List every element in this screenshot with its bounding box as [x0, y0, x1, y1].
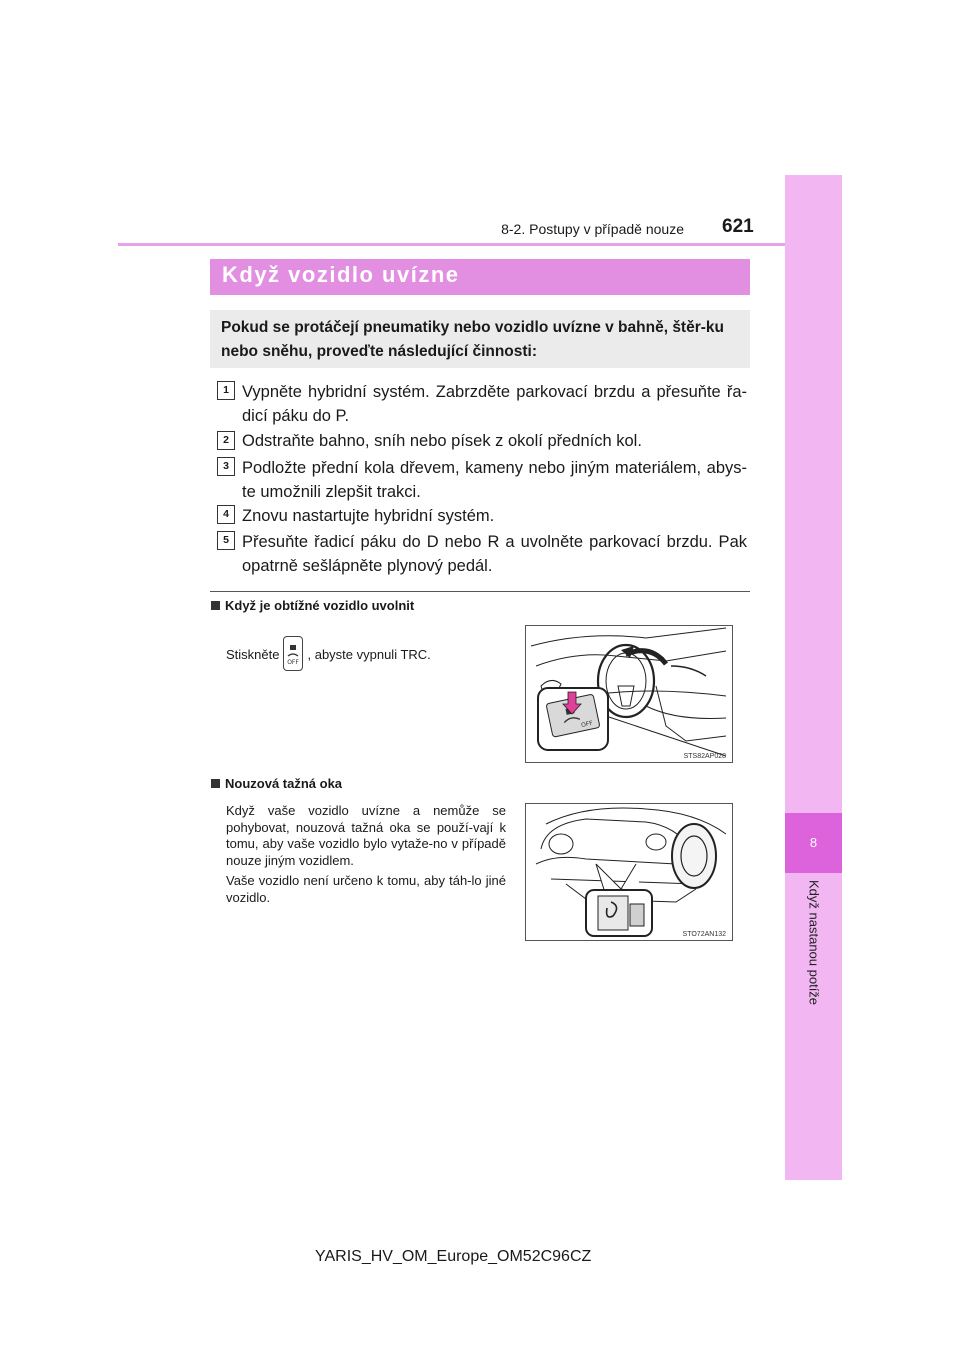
tow-text-note: Vaše vozidlo není určeno k tomu, aby táh-lo jiné vozidlo. [226, 873, 506, 905]
step-text: Vypněte hybridní systém. Zabrzděte parkovací brzdu a přesuňte řa-dicí páku do P. [242, 383, 747, 425]
chapter-title: Když nastanou potíže [806, 880, 822, 1006]
dashboard-illustration [526, 626, 732, 762]
subheading-release-text: Když je obtížné vozidlo uvolnit [225, 598, 415, 613]
intro-text: Pokud se protáčejí pneumatiky nebo vozidlo uvízne v bahně, štěr-ku nebo sněhu, proveďte následující činnosti: [221, 319, 725, 360]
subheading-tow-text: Nouzová tažná oka [225, 776, 343, 791]
bullet-square-icon [211, 601, 220, 610]
step-text: Podložte přední kola dřevem, kameny nebo jiným materiálem, abys-te umožnili zlepšit trakci. [242, 459, 747, 501]
subheading-tow [211, 776, 342, 791]
step-number: 3 [217, 457, 235, 476]
page-number: 621 [722, 216, 754, 237]
header-rule [118, 243, 785, 246]
release-instruction [226, 638, 506, 673]
chapter-number: 8 [809, 835, 818, 850]
step-number: 2 [217, 431, 235, 450]
figure-code-tow: STO72AN132 [682, 931, 726, 938]
bullet-square-icon [211, 779, 220, 788]
tow-hook-illustration [526, 804, 732, 940]
figure-tow-hook [525, 803, 733, 941]
section-label: 8-2. Postupy v případě nouze [501, 221, 684, 237]
page-title: Když vozidlo uvízne [222, 262, 460, 287]
release-text-before: Stiskněte [226, 646, 280, 662]
release-text-after: , abyste vypnuli TRC. [307, 646, 431, 662]
tow-text: Když vaše vozidlo uvízne a nemůže se pohybovat, nouzová tažná oka se použí-vají k tomu, aby vaše vozidlo bylo vytaže-no v případě nouze jiným vozidlem. [226, 803, 506, 868]
step-number: 4 [217, 505, 235, 524]
step-text: Odstraňte bahno, sníh nebo písek z okolí předních kol. [242, 432, 642, 450]
step-number: 1 [217, 381, 235, 400]
svg-text:OFF: OFF [580, 719, 594, 730]
step-number: 5 [217, 531, 235, 550]
trc-off-button-icon [283, 636, 303, 671]
section-divider [210, 591, 750, 592]
figure-code-release: STS82AP028 [683, 753, 726, 760]
step-text: Přesuňte řadicí páku do D nebo R a uvolněte parkovací brzdu. Pak opatrně sešlápněte plynový pedál. [242, 533, 747, 575]
svg-text:OFF: OFF [287, 659, 300, 666]
document-code: YARIS_HV_OM_Europe_OM52C96CZ [315, 1248, 592, 1265]
step-text: Znovu nastartujte hybridní systém. [242, 507, 495, 525]
subheading-release [211, 598, 414, 613]
figure-dashboard-trc [525, 625, 733, 763]
